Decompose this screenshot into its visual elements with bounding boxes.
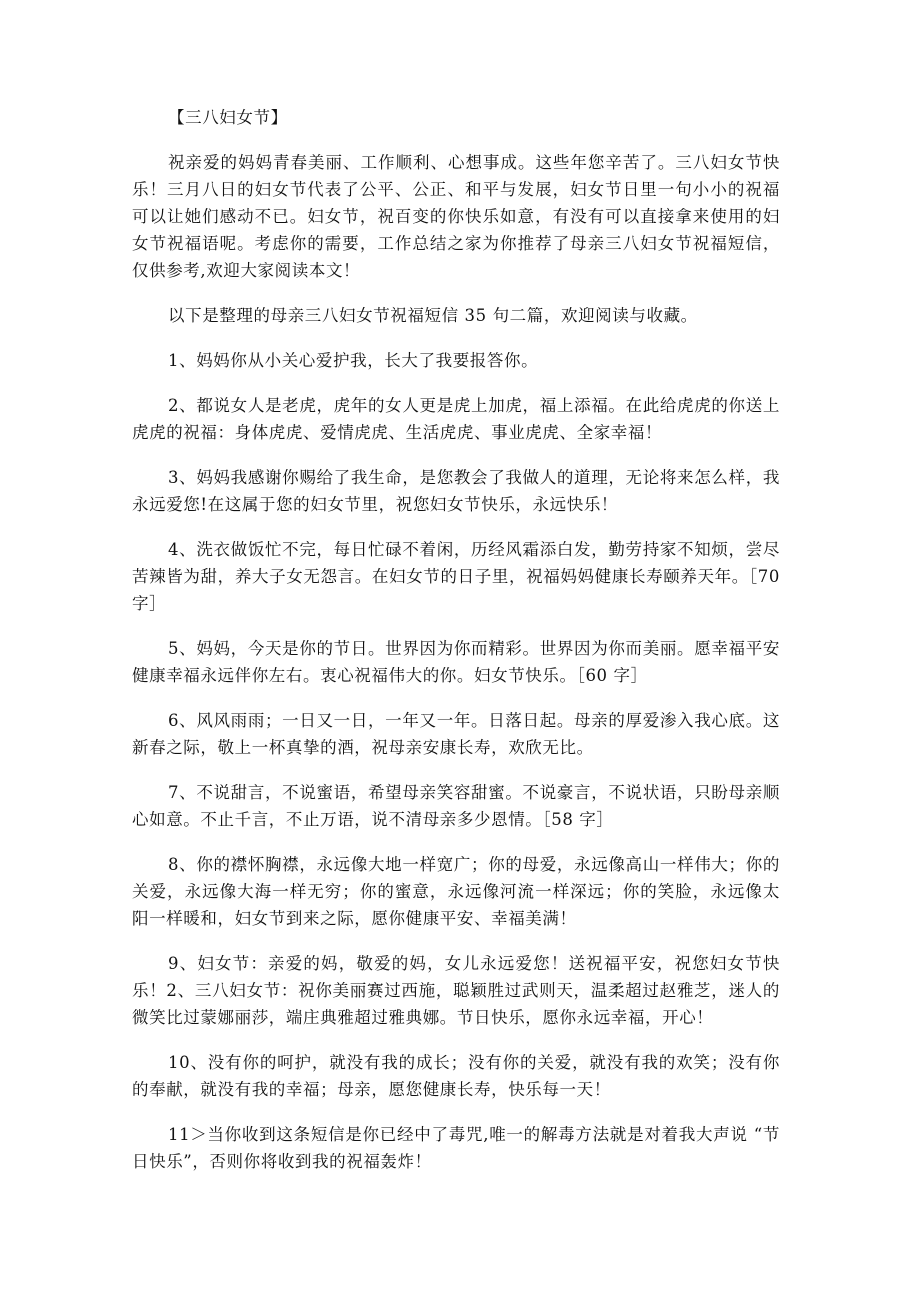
blessing-item-9: 9、妇女节：亲爱的妈，敬爱的妈，女儿永远爱您！送祝福平安，祝您妇女节快乐！2、三八妇女节：祝你美丽赛过西施，聪颖胜过武则天，温柔超过赵雅芝，迷人的微笑比过蒙娜丽莎，端庄典雅超过雅典娜。节日快乐，愿你永远幸福，开心！ <box>132 954 780 1027</box>
blessing-item-7: 7、不说甜言，不说蜜语，希望母亲笑容甜蜜。不说豪言，不说状语，只盼母亲顺心如意。不止千言，不止万语，说不清母亲多少恩情。［58 字］ <box>132 783 780 829</box>
blessing-item-1: 1、妈妈你从小关心爱护我，长大了我要报答你。 <box>168 351 539 370</box>
blessing-item-4: 4、洗衣做饭忙不完，每日忙碌不着闲，历经风霜添白发，勤劳持家不知烦，尝尽苦辣皆为甜，养大子女无怨言。在妇女节的日子里，祝福妈妈健康长寿颐养天年。［70 字］ <box>132 540 780 613</box>
document-heading: 【三八妇女节】 <box>168 108 288 127</box>
blessing-item-11: 11＞当你收到这条短信是你已经中了毒咒,唯一的解毒方法就是对着我大声说 “节日快乐”，否则你将收到我的祝福轰炸！ <box>132 1125 780 1171</box>
blessing-item-8: 8、你的襟怀胸襟，永远像大地一样宽广；你的母爱，永远像高山一样伟大；你的关爱，永远像大海一样无穷；你的蜜意，永远像河流一样深远；你的笑脸，永远像太阳一样暖和，妇女节到来之际，愿你健康平安、幸福美满！ <box>132 855 780 928</box>
document-body <box>132 104 780 1193</box>
summary-paragraph: 以下是整理的母亲三八妇女节祝福短信 35 句二篇，欢迎阅读与收藏。 <box>168 306 698 325</box>
blessing-item-3: 3、妈妈我感谢你赐给了我生命，是您教会了我做人的道理，无论将来怎么样，我永远爱您!在这属于您的妇女节里，祝您妇女节快乐，永远快乐！ <box>132 468 780 514</box>
blessing-item-5: 5、妈妈，今天是你的节日。世界因为你而精彩。世界因为你而美丽。愿幸福平安健康幸福永远伴你左右。衷心祝福伟大的你。妇女节快乐。［60 字］ <box>132 639 780 685</box>
intro-paragraph: 祝亲爱的妈妈青春美丽、工作顺利、心想事成。这些年您辛苦了。三八妇女节快乐！三月八日的妇女节代表了公平、公正、和平与发展，妇女节日里一句小小的祝福可以让她们感动不已。妇女节，祝百变的你快乐如意，有没有可以直接拿来使用的妇女节祝福语呢。考虑你的需要，工作总结之家为你推荐了母亲三八妇女节祝福短信，仅供参考,欢迎大家阅读本文！ <box>132 153 780 280</box>
blessing-item-10: 10、没有你的呵护，就没有我的成长；没有你的关爱，就没有我的欢笑；没有你的奉献，就没有我的幸福；母亲，愿您健康长寿，快乐每一天！ <box>132 1053 780 1099</box>
blessing-item-6: 6、风风雨雨；一日又一日，一年又一年。日落日起。母亲的厚爱渗入我心底。这新春之际，敬上一杯真挚的酒，祝母亲安康长寿，欢欣无比。 <box>132 711 780 757</box>
blessing-item-2: 2、都说女人是老虎，虎年的女人更是虎上加虎，福上添福。在此给虎虎的你送上虎虎的祝福：身体虎虎、爱情虎虎、生活虎虎、事业虎虎、全家幸福！ <box>132 396 780 442</box>
